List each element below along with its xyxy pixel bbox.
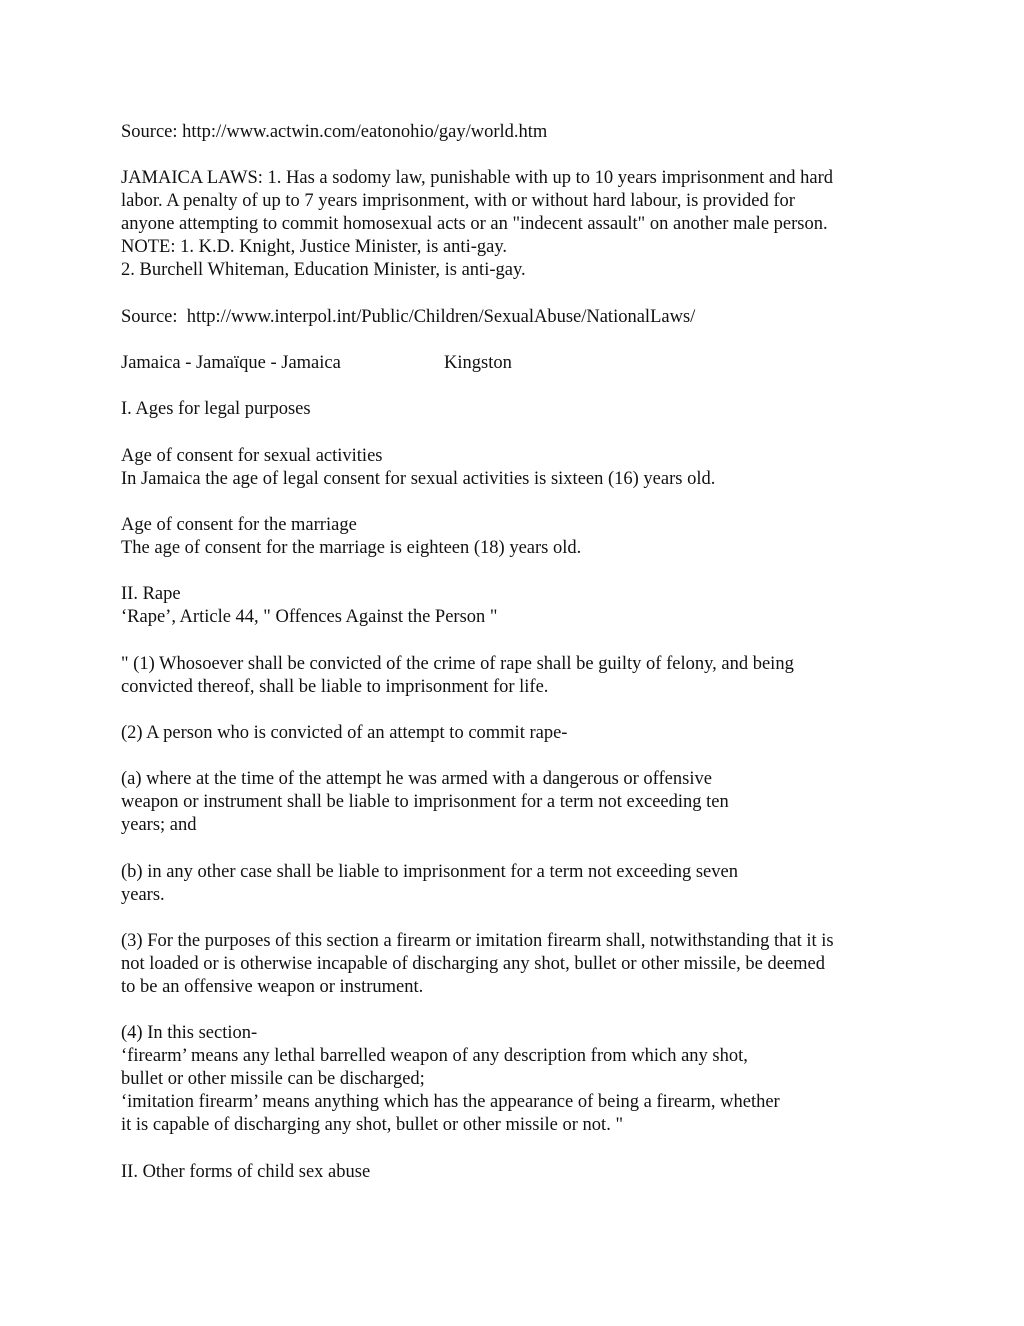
section-heading: II. Rape: [121, 584, 181, 604]
paragraph-line: In Jamaica the age of legal consent for sexual activities is sixteen (16) years old.: [121, 469, 716, 489]
clause-line: bullet or other missile can be discharged;: [121, 1069, 425, 1089]
clause-line: " (1) Whosoever shall be convicted of the crime of rape shall be guilty of felony, and being: [121, 654, 794, 674]
clause-line: weapon or instrument shall be liable to imprisonment for a term not exceeding ten: [121, 792, 729, 812]
clause-line: (3) For the purposes of this section a firearm or imitation firearm shall, notwithstanding that it is: [121, 931, 834, 951]
source-line-2: Source: http://www.interpol.int/Public/Children/SexualAbuse/NationalLaws/: [121, 307, 696, 327]
section-heading: II. Other forms of child sex abuse: [121, 1162, 371, 1182]
clause-line: to be an offensive weapon or instrument.: [121, 977, 424, 997]
clause-line: (2) A person who is convicted of an attempt to commit rape-: [121, 723, 568, 743]
jamaica-laws-line: JAMAICA LAWS: 1. Has a sodomy law, punishable with up to 10 years imprisonment and hard: [121, 168, 834, 188]
clause-line: years.: [121, 885, 165, 905]
clause-line: it is capable of discharging any shot, bullet or other missile or not. ": [121, 1115, 623, 1135]
paragraph-line: The age of consent for the marriage is eighteen (18) years old.: [121, 538, 582, 558]
clause-line: (b) in any other case shall be liable to imprisonment for a term not exceeding seven: [121, 862, 738, 882]
clause-line: ‘imitation firearm’ means anything which has the appearance of being a firearm, whether: [121, 1092, 780, 1112]
country-line: Jamaica - Jamaïque - Jamaica: [121, 353, 341, 373]
note-line: NOTE: 1. K.D. Knight, Justice Minister, is anti-gay.: [121, 237, 507, 257]
clause-line: ‘firearm’ means any lethal barrelled weapon of any description from which any shot,: [121, 1046, 748, 1066]
section-heading: I. Ages for legal purposes: [121, 399, 311, 419]
jamaica-laws-line: anyone attempting to commit homosexual acts or an "indecent assault" on another male person.: [121, 214, 828, 234]
note-line: 2. Burchell Whiteman, Education Minister, is anti-gay.: [121, 260, 526, 280]
subheading: Age of consent for sexual activities: [121, 446, 383, 466]
clause-line: (4) In this section-: [121, 1023, 258, 1043]
capital-label: Kingston: [444, 353, 512, 373]
article-reference: ‘Rape’, Article 44, " Offences Against the Person ": [121, 607, 498, 627]
jamaica-laws-line: labor. A penalty of up to 7 years imprisonment, with or without hard labour, is provided for: [121, 191, 795, 211]
clause-line: not loaded or is otherwise incapable of discharging any shot, bullet or other missile, be deemed: [121, 954, 826, 974]
clause-line: (a) where at the time of the attempt he was armed with a dangerous or offensive: [121, 769, 712, 789]
clause-line: years; and: [121, 815, 197, 835]
clause-line: convicted thereof, shall be liable to imprisonment for life.: [121, 677, 549, 697]
subheading: Age of consent for the marriage: [121, 515, 357, 535]
source-line-1: Source: http://www.actwin.com/eatonohio/gay/world.htm: [121, 122, 548, 142]
